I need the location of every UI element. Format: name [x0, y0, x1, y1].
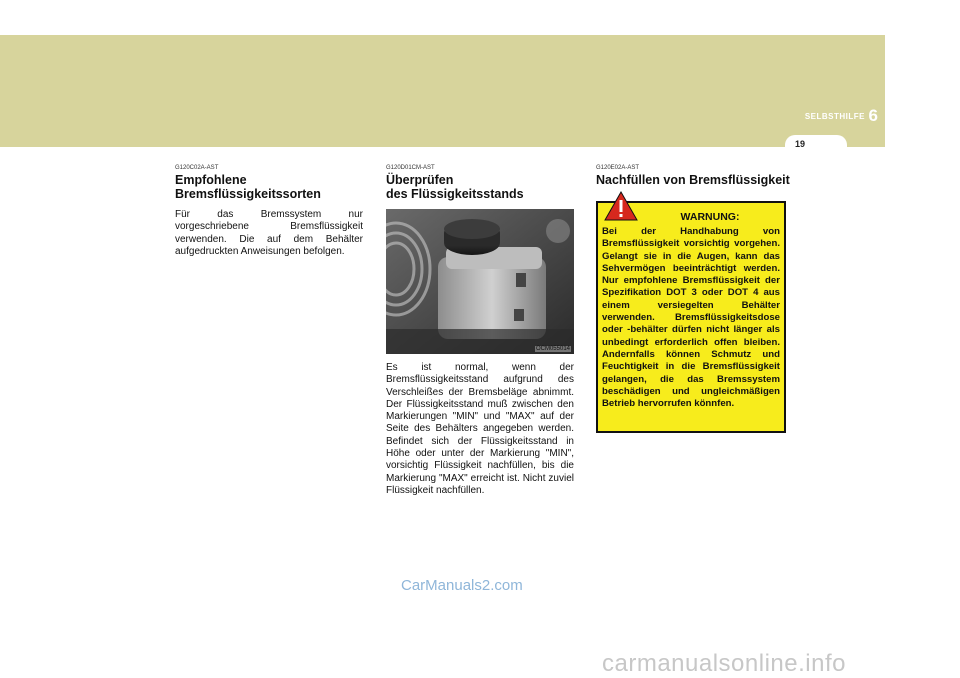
- section-recommended-fluids: [175, 165, 363, 258]
- heading-line-1: Überprüfen: [386, 173, 454, 187]
- photo-caption: OCM055014: [535, 346, 570, 352]
- warning-title: WARNUNG:: [680, 211, 740, 223]
- header-band: [0, 35, 885, 147]
- section-refill: [596, 165, 790, 433]
- chapter-number: 6: [868, 106, 878, 125]
- chapter-label: SELBSTHILFE: [804, 112, 865, 121]
- heading-line-2: des Flüssigkeitsstands: [386, 187, 524, 201]
- section-heading: [386, 173, 574, 201]
- watermark-site: carmanualsonline.info: [602, 650, 846, 677]
- warning-triangle-icon: [604, 191, 638, 221]
- section-text: Es ist normal, wenn der Bremsflüssigkeitsstand aufgrund des Verschleißes der Bremsbeläge abnimmt. Der Flüssigkeitsstand muß zwischen den Markierungen "MIN" und "MAX" auf der Seite des Behälters angegeben werden. Befindet sich der Flüssigkeitsstand in Höhe oder unter der Markierung "MIN", vorsichtig Flüssigkeit nachfüllen, bis die Markierung "MAX" erreicht ist. Nicht zuviel Flüssigkeit nachfüllen.: [386, 362, 574, 496]
- section-check-level: [386, 165, 574, 497]
- page-number: 19: [794, 139, 805, 149]
- reservoir-illustration: [386, 209, 574, 354]
- heading-line-1: Empfohlene: [175, 173, 247, 187]
- heading-line-2: Bremsflüssigkeitssorten: [175, 187, 321, 201]
- section-code: G120D01CM-AST: [386, 165, 435, 171]
- section-heading: Nachfüllen von Bremsflüssigkeit: [596, 173, 790, 187]
- section-code: G120E02A-AST: [596, 165, 640, 171]
- warning-box: [596, 201, 786, 433]
- warning-text: Bei der Handhabung von Bremsflüssigkeit vorsichtig vorgehen. Gelangt sie in die Augen, kann das Sehvermögen beeinträchtigt werden. Nur empfohlene Bremsflüssigkeit der Spezifikation DOT 3 oder DOT 4 aus einem versiegelten Behälter verwenden. Bremsflüssigkeitsdose oder -behälter dürfen nicht länger als unbedingt erforderlich offen bleiben. Andernfalls können Schmutz und Feuchtigkeit in die Bremsflüssigkeit gelangen, die das Bremssystem beschädigen und ungleichmäßigen Betrieb hervorrufen könnfen.: [602, 226, 780, 410]
- section-heading: [175, 173, 363, 201]
- watermark-link[interactable]: CarManuals2.com: [401, 577, 523, 594]
- section-code: G120C02A-AST: [175, 165, 219, 171]
- section-text: Für das Bremssystem nur vorgeschriebene Bremsflüssigkeit verwenden. Die auf dem Behälter aufgedruckten Anweisungen befolgen.: [175, 209, 363, 257]
- brake-fluid-reservoir-photo: [386, 209, 574, 354]
